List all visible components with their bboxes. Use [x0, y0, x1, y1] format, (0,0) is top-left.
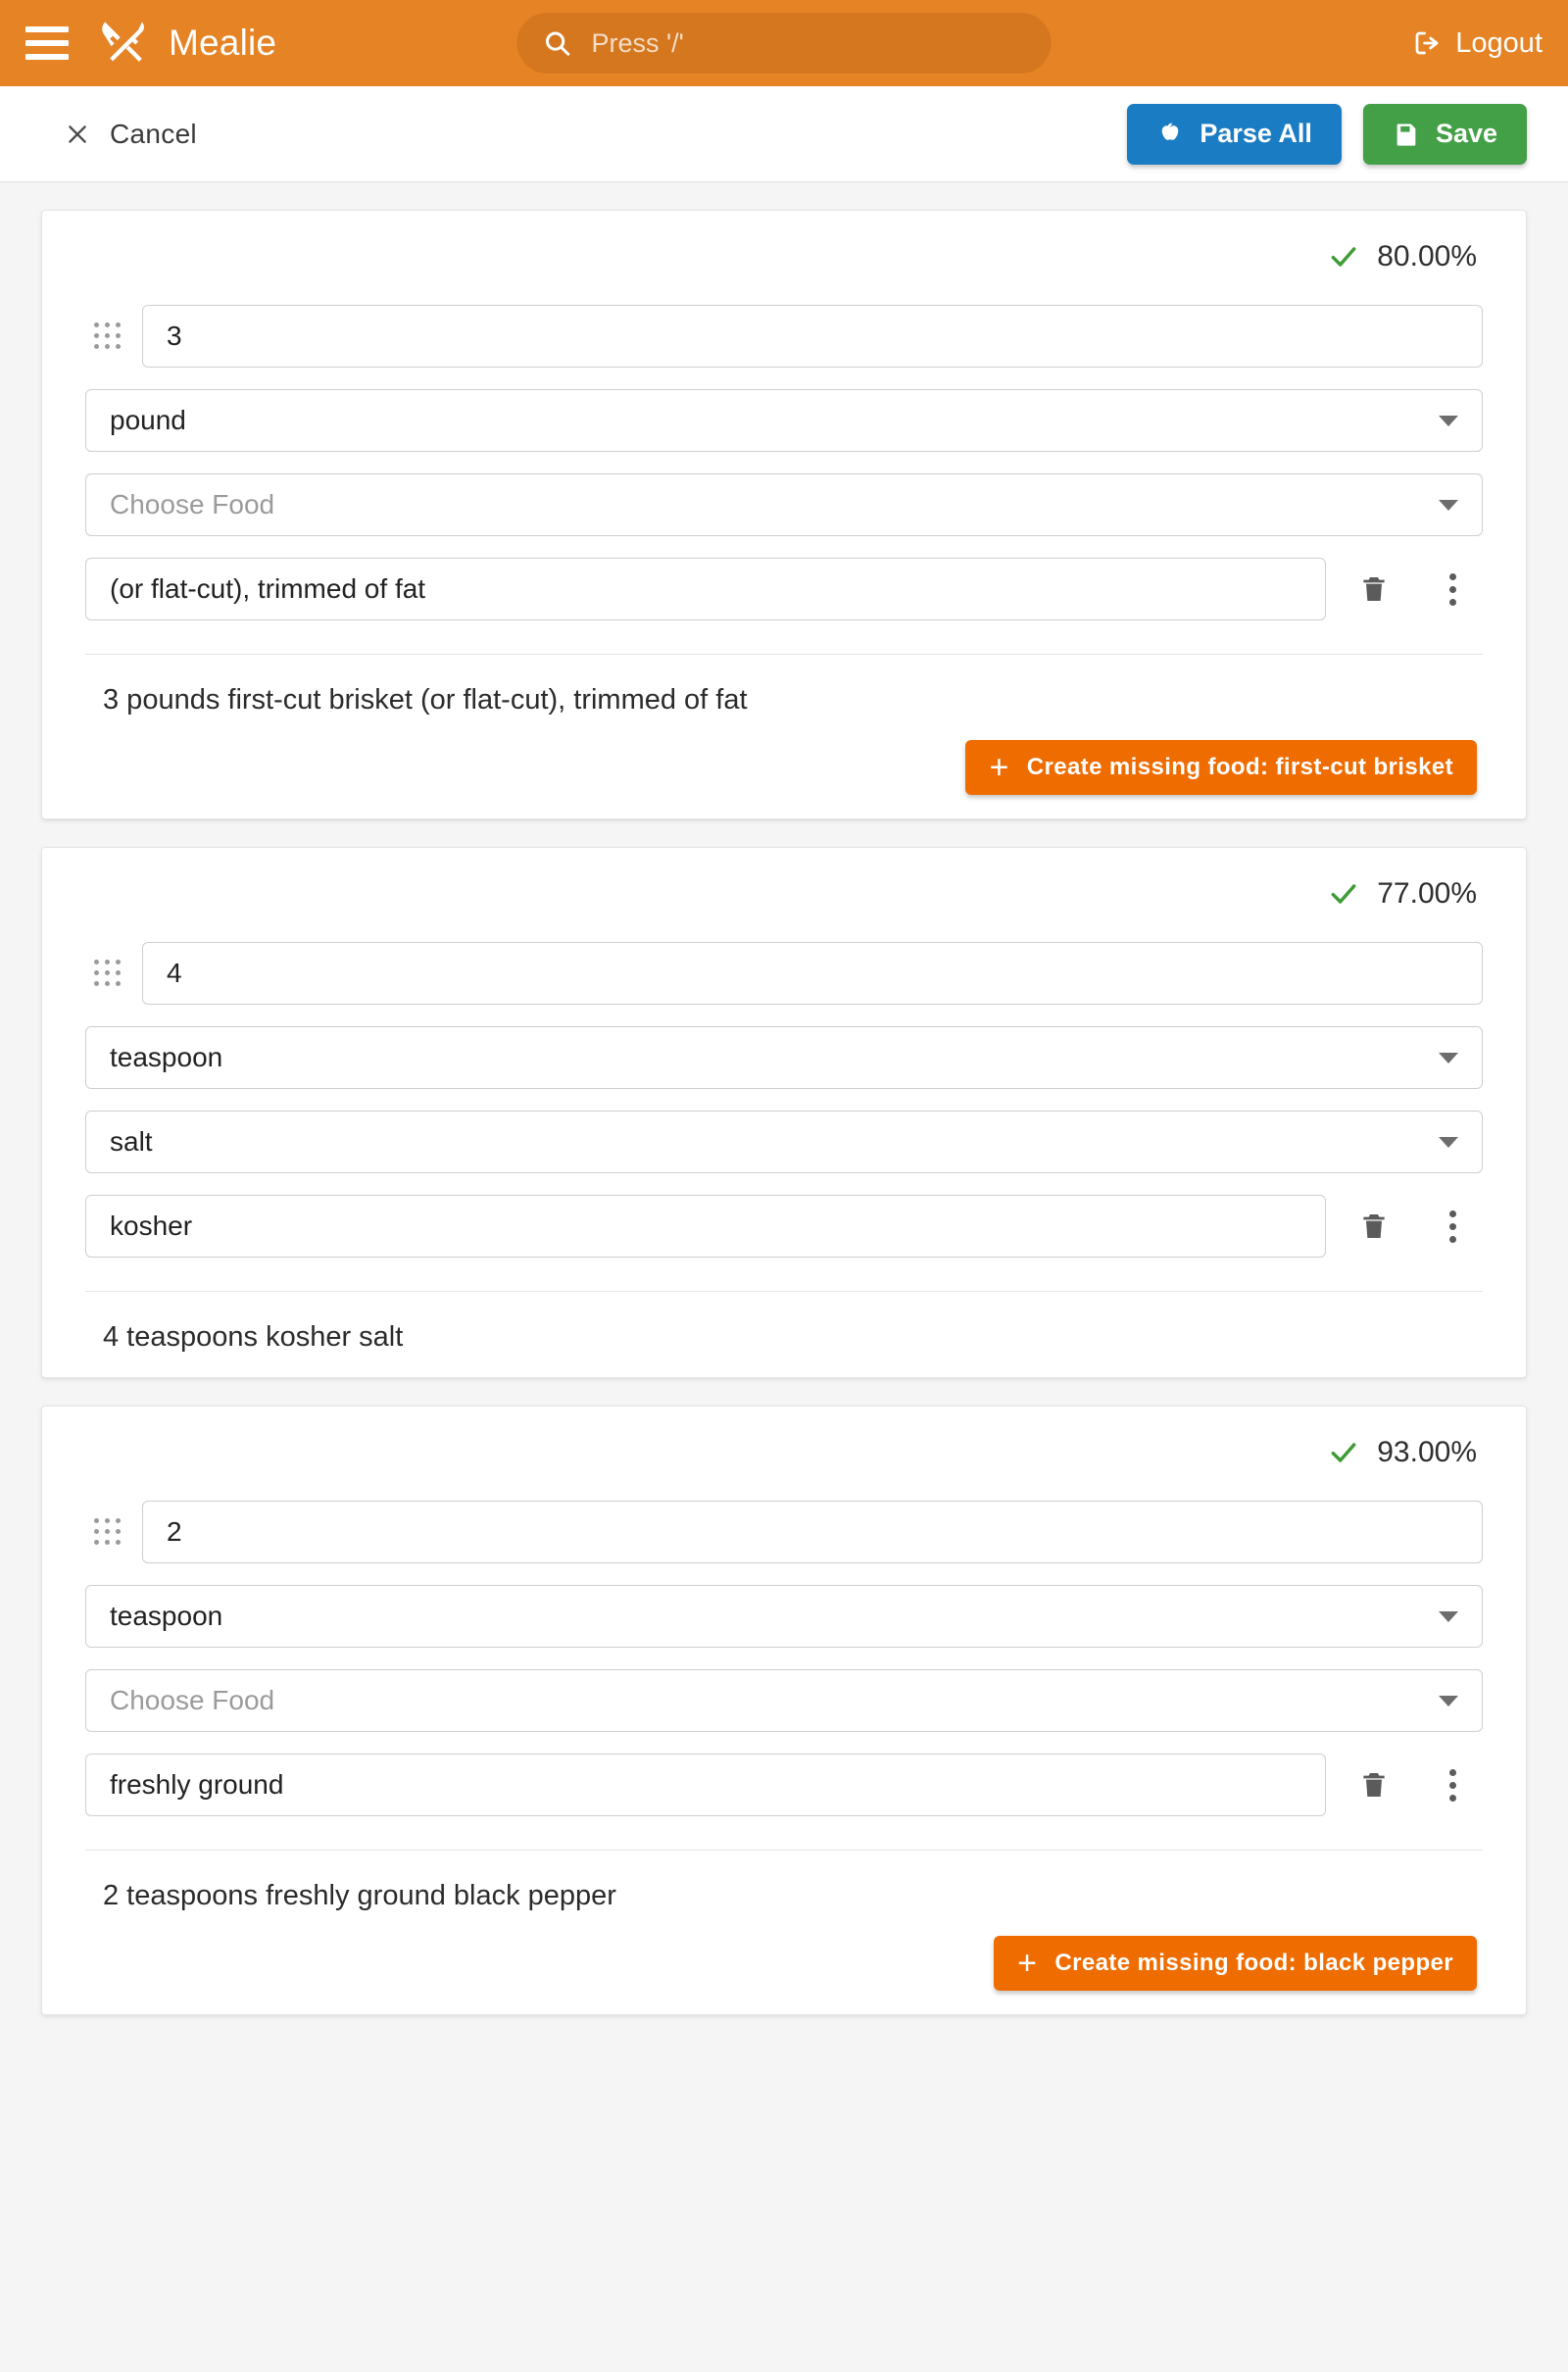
confidence-value: 93.00% [1377, 1436, 1477, 1468]
confidence-badge [42, 848, 1526, 911]
quantity-input[interactable]: 4 [142, 942, 1483, 1005]
confidence-badge [42, 211, 1526, 273]
unit-select[interactable] [85, 389, 1483, 452]
note-row [85, 1754, 1483, 1816]
note-input[interactable]: freshly ground [85, 1754, 1326, 1816]
delete-ingredient-button[interactable] [1344, 1196, 1404, 1257]
plus-icon: + [989, 749, 1009, 786]
chevron-down-icon [1439, 500, 1458, 511]
parse-all-button[interactable] [1127, 104, 1342, 165]
fork-knife-logo-icon [96, 16, 151, 71]
unit-select[interactable] [85, 1585, 1483, 1648]
quantity-row [85, 942, 1483, 1005]
note-input[interactable]: kosher [85, 1195, 1326, 1258]
create-missing-row [42, 717, 1526, 795]
food-select-row [85, 1111, 1483, 1173]
food-select[interactable] [85, 1111, 1483, 1173]
food-select[interactable] [85, 473, 1483, 536]
chevron-down-icon [1439, 1053, 1458, 1063]
food-value: salt [110, 1126, 153, 1157]
note-row [85, 1195, 1483, 1258]
logout-label: Logout [1455, 26, 1543, 59]
create-missing-food-label: Create missing food: black pepper [1054, 1950, 1453, 1976]
plus-icon: + [1017, 1945, 1038, 1982]
unit-value: teaspoon [110, 1601, 223, 1631]
quantity-input[interactable]: 2 [142, 1501, 1483, 1563]
food-select-row [85, 473, 1483, 536]
unit-select-row [85, 1585, 1483, 1648]
chevron-down-icon [1439, 1137, 1458, 1148]
parse-all-label: Parse All [1200, 119, 1312, 148]
kebab-menu-icon[interactable] [1422, 1196, 1483, 1257]
search-input[interactable] [590, 27, 1026, 60]
toolbar-actions [1127, 104, 1527, 165]
save-label: Save [1435, 119, 1497, 148]
ingredient-summary: 4 teaspoons kosher salt [103, 1321, 404, 1353]
quantity-row [85, 1501, 1483, 1563]
ingredient-summary: 3 pounds first-cut brisket (or flat-cut), trimmed of fat [103, 684, 748, 716]
logout-button[interactable] [1412, 27, 1543, 60]
delete-ingredient-button[interactable] [1344, 1754, 1404, 1815]
search-icon [543, 28, 572, 58]
search-box[interactable] [517, 13, 1052, 74]
app-title: Mealie [169, 23, 277, 63]
drag-handle-icon[interactable] [85, 1512, 130, 1552]
drag-handle-icon[interactable] [85, 317, 130, 356]
chevron-down-icon [1439, 1696, 1458, 1706]
food-select[interactable] [85, 1669, 1483, 1732]
app-bar [0, 0, 1568, 86]
confidence-value: 77.00% [1377, 877, 1477, 910]
unit-select-row [85, 1026, 1483, 1089]
quantity-input[interactable]: 3 [142, 305, 1483, 368]
check-icon [1328, 241, 1359, 272]
ingredient-card [41, 1406, 1527, 2015]
check-icon [1328, 878, 1359, 910]
cancel-label: Cancel [110, 118, 197, 149]
apple-icon [1156, 121, 1184, 148]
create-missing-food-button[interactable] [965, 740, 1477, 795]
note-row [85, 558, 1483, 620]
unit-value: teaspoon [110, 1042, 223, 1072]
ingredient-card [41, 210, 1527, 819]
save-button[interactable] [1363, 104, 1527, 165]
editor-toolbar [0, 86, 1568, 182]
food-value: Choose Food [110, 489, 275, 519]
food-select-row [85, 1669, 1483, 1732]
chevron-down-icon [1439, 1611, 1458, 1622]
ingredient-list [0, 210, 1568, 2015]
kebab-menu-icon[interactable] [1422, 559, 1483, 619]
note-input[interactable]: (or flat-cut), trimmed of fat [85, 558, 1326, 620]
food-value: Choose Food [110, 1685, 275, 1715]
unit-select[interactable] [85, 1026, 1483, 1089]
chevron-down-icon [1439, 416, 1458, 426]
create-missing-food-label: Create missing food: first-cut brisket [1026, 754, 1453, 780]
cancel-button[interactable] [59, 118, 203, 151]
create-missing-food-button[interactable] [994, 1936, 1477, 1991]
drag-handle-icon[interactable] [85, 954, 130, 993]
kebab-menu-icon[interactable] [1422, 1754, 1483, 1815]
ingredient-card [41, 847, 1527, 1378]
logout-icon [1412, 28, 1442, 58]
create-missing-row [42, 1912, 1526, 1991]
ingredient-summary: 2 teaspoons freshly ground black pepper [103, 1880, 616, 1911]
hamburger-icon[interactable] [25, 26, 69, 60]
unit-value: pound [110, 405, 186, 435]
confidence-value: 80.00% [1377, 240, 1477, 272]
confidence-badge [42, 1407, 1526, 1469]
unit-select-row [85, 389, 1483, 452]
close-icon [65, 122, 90, 147]
delete-ingredient-button[interactable] [1344, 559, 1404, 619]
check-icon [1328, 1437, 1359, 1468]
quantity-row [85, 305, 1483, 368]
save-disk-icon [1393, 121, 1420, 148]
